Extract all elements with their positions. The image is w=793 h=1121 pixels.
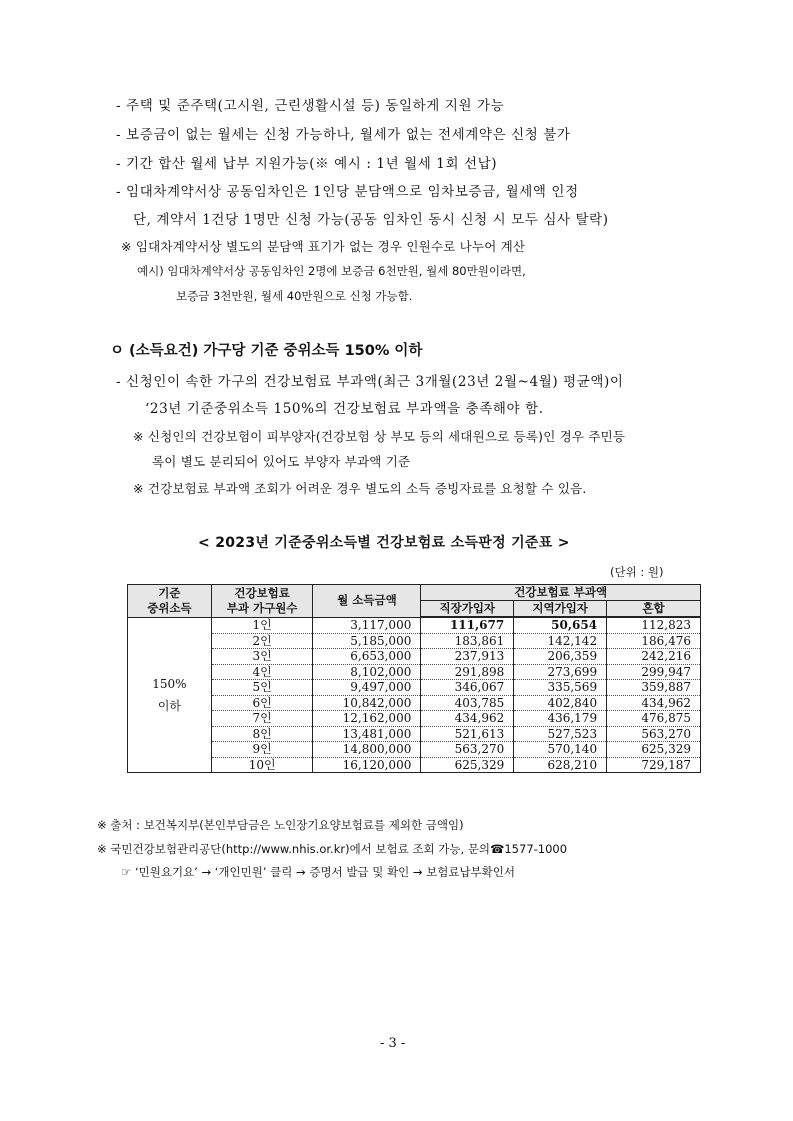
cell-income: 16,120,000 [313,757,421,773]
cell-employee: 183,861 [421,633,514,649]
income-note-b: ※ 건강보험료 부과액 조회가 어려운 경우 별도의 소득 증빙자료를 요청할 수 있음. [133,481,587,496]
cell-mixed: 625,329 [607,742,701,758]
cell-mixed: 563,270 [607,726,701,742]
note-share-calc: ※ 임대차계약서상 별도의 분담액 표기가 없는 경우 인원수로 나누어 계산 [121,239,526,254]
income-criteria-table [127,584,701,773]
income-note-a-2: 록이 별도 분리되어 있어도 부양자 부과액 기준 [152,454,411,469]
cell-employee: 237,913 [421,649,514,665]
table-row [128,649,701,665]
cell-income: 9,497,000 [313,680,421,696]
header-monthly-income: 월 소득금액 [313,585,421,618]
cell-mixed: 186,476 [607,633,701,649]
cell-mixed: 242,216 [607,649,701,665]
income-line-1: - 신청인이 속한 가구의 건강보험료 부과액(최근 3개월(23년 2월~4월) 평균액)이 [116,374,624,390]
cell-household: 2인 [211,633,313,649]
cell-employee: 346,067 [421,680,514,696]
income-heading: ㅇ (소득요건) 가구당 기준 중위소득 150% 이하 [110,343,423,359]
cell-household: 5인 [211,680,313,696]
header-household: 건강보험료 부과 가구원수 [211,585,313,618]
cell-income: 14,800,000 [313,742,421,758]
cell-regional: 436,179 [514,711,607,727]
table-title: < 2023년 기준중위소득별 건강보험료 소득판정 기준표 > [198,535,570,551]
cell-household: 9인 [211,742,313,758]
cell-household: 10인 [211,757,313,773]
cell-employee: 521,613 [421,726,514,742]
footnote-path: ☞ ‘민원요기요’ → ‘개인민원’ 클릭 → 증명서 발급 및 확인 → 보험료납부확인서 [121,865,515,879]
bullet-monthly-rent: - 보증금이 없는 월세는 신청 가능하나, 월세가 없는 전세계약은 신청 불가 [116,127,571,143]
bullet-co-tenant-cont: 단, 계약서 1건당 1명만 신청 가능(공동 임차인 동시 신청 시 모두 심사 탈락) [133,212,609,228]
table-row [128,633,701,649]
cell-regional: 206,359 [514,649,607,665]
cell-employee: 111,677 [421,617,514,633]
note-example-2: 보증금 3천만원, 월세 40만원으로 신청 가능함. [176,289,413,303]
cell-income: 8,102,000 [313,664,421,680]
bullet-prepay: - 기간 합산 월세 납부 지원가능(※ 예시 : 1년 월세 1회 선납) [116,156,498,172]
cell-income: 12,162,000 [313,711,421,727]
cell-household: 3인 [211,649,313,665]
cell-income: 13,481,000 [313,726,421,742]
cell-employee: 403,785 [421,695,514,711]
cell-mixed: 112,823 [607,617,701,633]
cell-household: 8인 [211,726,313,742]
cell-regional: 335,569 [514,680,607,696]
cell-income: 6,653,000 [313,649,421,665]
table-row [128,711,701,727]
cell-household: 6인 [211,695,313,711]
cell-regional: 273,699 [514,664,607,680]
footnote-source: ※ 출처 : 보건복지부(본인부담금은 노인장기요양보험료를 제외한 금액임) [97,818,464,832]
table-row [128,742,701,758]
table-row [128,617,701,633]
header-premium-group: 건강보험료 부과액 [421,585,701,601]
table-row [128,664,701,680]
bullet-housing-type: - 주택 및 준주택(고시원, 근린생활시설 등) 동일하게 지원 가능 [116,98,505,114]
cell-employee: 291,898 [421,664,514,680]
header-regional: 지역가입자 [514,601,607,618]
footnote-nhis: ※ 국민건강보험관리공단(http://www.nhis.or.kr)에서 보험료 조회 가능, 문의☎1577-1000 [97,842,568,856]
table-row [128,680,701,696]
cell-regional: 50,654 [514,617,607,633]
cell-regional: 570,140 [514,742,607,758]
income-note-a-1: ※ 신청인의 건강보험이 피부양자(건강보험 상 부모 등의 세대원으로 등록)인 경우 주민등 [133,429,626,444]
page-number: - 3 - [380,1036,406,1051]
header-employee: 직장가입자 [421,601,514,618]
cell-regional: 402,840 [514,695,607,711]
cell-regional: 142,142 [514,633,607,649]
cell-employee: 625,329 [421,757,514,773]
cell-mixed: 359,887 [607,680,701,696]
cell-household: 1인 [211,617,313,633]
table-row [128,726,701,742]
cell-regional: 628,210 [514,757,607,773]
cell-mixed: 729,187 [607,757,701,773]
cell-mixed: 476,875 [607,711,701,727]
cell-mixed: 299,947 [607,664,701,680]
table-row [128,695,701,711]
cell-employee: 563,270 [421,742,514,758]
bullet-co-tenant: - 임대차계약서상 공동임차인은 1인당 분담액으로 임차보증금, 월세액 인정 [116,184,579,200]
cell-regional: 527,523 [514,726,607,742]
table-row [128,757,701,773]
header-tier: 기준 중위소득 [128,585,212,618]
income-line-2: ‘23년 기준중위소득 150%의 건강보험료 부과액을 충족해야 함. [145,401,544,417]
table-unit: (단위 : 원) [610,565,664,579]
cell-income: 5,185,000 [313,633,421,649]
cell-income: 10,842,000 [313,695,421,711]
cell-mixed: 434,962 [607,695,701,711]
header-mixed: 혼합 [607,601,701,618]
note-example-1: 예시) 임대차계약서상 공동임차인 2명에 보증금 6천만원, 월세 80만원이라면, [137,264,526,278]
cell-household: 4인 [211,664,313,680]
cell-household: 7인 [211,711,313,727]
cell-income: 3,117,000 [313,617,421,633]
cell-employee: 434,962 [421,711,514,727]
tier-cell: 150% 이하 [128,617,212,773]
